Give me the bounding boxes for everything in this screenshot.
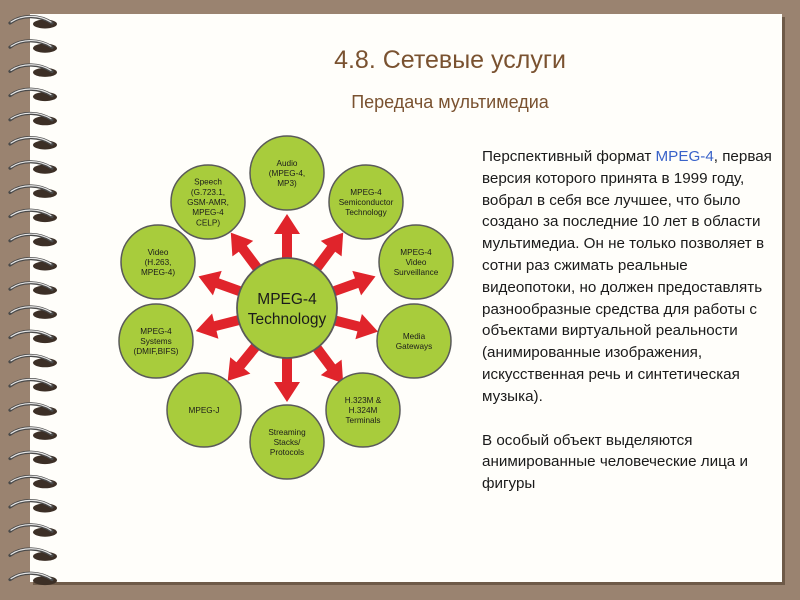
binding-ring: [10, 500, 57, 512]
binding-ring: [10, 428, 57, 440]
binding-ring: [10, 307, 57, 319]
binding-ring: [10, 379, 57, 391]
center-circle: [237, 258, 337, 358]
node-label: Surveillance: [393, 268, 439, 278]
node-label: (G.723.1,: [190, 187, 226, 197]
node-label: Stacks/: [273, 438, 301, 447]
arrow-streaming: [274, 353, 300, 402]
description-text: [482, 146, 772, 495]
node-label: MPEG-4: [400, 247, 432, 257]
node-label: (H.263,: [144, 258, 172, 267]
node-label: (DMIF,BIFS): [133, 347, 179, 357]
node-label: GSM-AMR,: [187, 198, 229, 207]
binding-ring: [10, 404, 57, 416]
node-label: Gateways: [395, 342, 433, 352]
center-label: Technology: [247, 311, 327, 328]
center-label: MPEG-4: [257, 291, 317, 308]
node-label: Media: [402, 331, 426, 341]
p1-start: Перспективный формат: [482, 148, 656, 165]
node-label: Speech: [194, 177, 222, 187]
node-label: H.323M &: [344, 395, 382, 405]
description-paragraph-1: [482, 146, 772, 408]
spiral-binding: [0, 0, 90, 600]
binding-ring: [10, 549, 57, 561]
node-label: MPEG-J: [188, 406, 220, 415]
binding-ring: [10, 65, 57, 77]
binding-ring: [10, 525, 57, 537]
binding-ring: [10, 283, 57, 295]
binding-ring: [10, 258, 57, 270]
center-node: [237, 258, 337, 358]
slide-title: 4.8. Сетевые услуги: [334, 46, 566, 74]
node-label: Video: [405, 258, 427, 267]
node-streaming: [250, 405, 324, 479]
node-media-gateways: [377, 304, 451, 378]
p1-rest: , первая версия которого принята в 1999 году, вобрал в себя все лучшее, что было создано за последние 10 лет в области мультимедиа. Он не только позволяет в сотни раз сжимать реальные видеопотоки, но должен предоставлять разнообразные средства для работы с объектами виртуальной реальности (анимированные изображения, искусственная речь и синтетическая музыка).: [482, 148, 772, 405]
node-label: (MPEG-4,: [268, 169, 306, 178]
binding-ring: [10, 89, 57, 101]
binding-ring: [10, 355, 57, 367]
binding-ring: [10, 476, 57, 488]
node-label: H.324M: [348, 406, 378, 415]
binding-ring: [10, 162, 57, 174]
node-terminals: [326, 373, 400, 447]
node-video-surveillance: [379, 225, 453, 299]
node-label: MPEG-4: [192, 208, 224, 218]
binding-ring: [10, 113, 57, 125]
node-semiconductor: [329, 165, 403, 239]
binding-ring: [10, 137, 57, 149]
node-audio: [250, 136, 324, 210]
binding-ring: [10, 331, 57, 343]
binding-ring: [10, 234, 57, 246]
node-label: Semiconductor: [338, 198, 394, 207]
slide-subtitle: Передача мультимедиа: [351, 92, 549, 112]
node-speech: [171, 165, 245, 239]
node-label: MPEG-4: [350, 187, 382, 197]
node-label: Audio: [276, 158, 298, 168]
node-label: MP3): [277, 179, 297, 189]
binding-ring: [10, 452, 57, 464]
node-label: Technology: [345, 208, 387, 218]
node-label: CELP): [195, 218, 221, 228]
node-label: Streaming: [268, 427, 306, 437]
binding-ring: [10, 573, 57, 585]
node-label: MPEG-4: [140, 326, 172, 336]
node-systems: [119, 304, 193, 378]
mpeg4-diagram: [110, 135, 455, 575]
description-paragraph-2: В особый объект выделяются анимированные человеческие лица и фигуры: [482, 431, 748, 493]
node-label: Protocols: [269, 448, 305, 458]
node-label: Video: [147, 247, 169, 257]
binding-ring: [10, 16, 57, 28]
binding-ring: [10, 210, 57, 222]
arrow-audio: [274, 214, 300, 263]
node-video: [121, 225, 195, 299]
mpeg4-highlight: MPEG-4: [655, 148, 714, 165]
binding-ring: [10, 41, 57, 53]
binding-ring: [10, 186, 57, 198]
node-label: MPEG-4): [140, 268, 176, 278]
node-mpeg-j: [167, 373, 241, 447]
node-circle: [377, 304, 451, 378]
node-label: Terminals: [345, 416, 381, 426]
node-label: Systems: [140, 337, 172, 346]
